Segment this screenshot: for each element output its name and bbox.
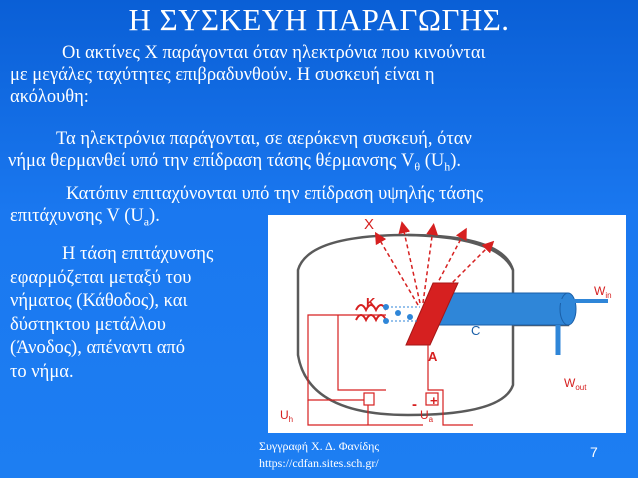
intro-line-3: ακόλουθη:: [10, 87, 89, 107]
intro-paragraph: [10, 42, 486, 108]
xray-tube-diagram: [268, 215, 626, 433]
electron-1: [383, 304, 389, 310]
label-c: C: [471, 323, 481, 338]
voltage-line-2: εφαρμόζεται μεταξύ του: [10, 267, 192, 288]
label-plus: +: [430, 393, 438, 408]
label-ua: $U_a$: [420, 408, 434, 424]
label-x: X: [364, 216, 375, 233]
voltage-paragraph: [10, 243, 213, 384]
voltage-line-4: δύστηκτου μετάλλου: [10, 314, 166, 335]
anode-cooling-body: [438, 293, 568, 325]
slide-footer: [259, 438, 379, 472]
page-number: 7: [590, 444, 598, 460]
label-minus: -: [412, 396, 417, 413]
intro-line-1: Οι ακτίνες Χ παράγονται όταν ηλεκτρόνια που κινούνται: [62, 43, 486, 63]
label-wout: $W_{out}$: [564, 376, 587, 392]
voltage-line-5: (Άνοδος), απέναντι από: [10, 338, 186, 358]
voltage-line-3: νήματος (Κάθοδος), και: [10, 291, 188, 311]
electron-4: [407, 314, 413, 320]
label-win: $W_{in}$: [594, 284, 612, 300]
label-uh: $U_h$: [280, 408, 294, 424]
electron-2: [383, 318, 389, 324]
acceleration-line-2: επιτάχυνσης V $(U_a)$.: [10, 206, 160, 229]
electron-3: [395, 310, 401, 316]
label-k: K: [366, 295, 376, 310]
anode-cooling-end: [560, 293, 576, 325]
electron-production-paragraph: [8, 128, 472, 178]
intro-line-2: με μεγάλες ταχύτητες επιβραδυνθούν. Η συσκευή είναι η: [10, 65, 435, 85]
uh-source: [364, 393, 374, 405]
slide-title: Η ΣΥΣΚΕΥΗ ΠΑΡΑΓΩΓΗΣ.: [128, 2, 510, 37]
label-a: A: [428, 349, 438, 364]
electron-line-1: Τα ηλεκτρόνια παράγονται, σε αερόκενη συσκευή, όταν: [56, 129, 472, 149]
xray-tube-svg: [268, 215, 626, 433]
voltage-line-6: το νήμα.: [10, 361, 74, 382]
footer-author: Συγγραφή Χ. Δ. Φανίδης: [259, 439, 380, 453]
electron-line-2: νήμα θερμανθεί υπό την επίδραση τάσης θέρμανσης $V_\theta$ $(U_h)$.: [8, 151, 462, 174]
voltage-line-1: Η τάση επιτάχυνσης: [62, 244, 214, 264]
acceleration-line-1: Κατόπιν επιταχύνονται υπό την επίδραση υψηλής τάσης: [66, 184, 484, 204]
footer-url[interactable]: https://cdfan.sites.sch.gr/: [259, 456, 379, 470]
